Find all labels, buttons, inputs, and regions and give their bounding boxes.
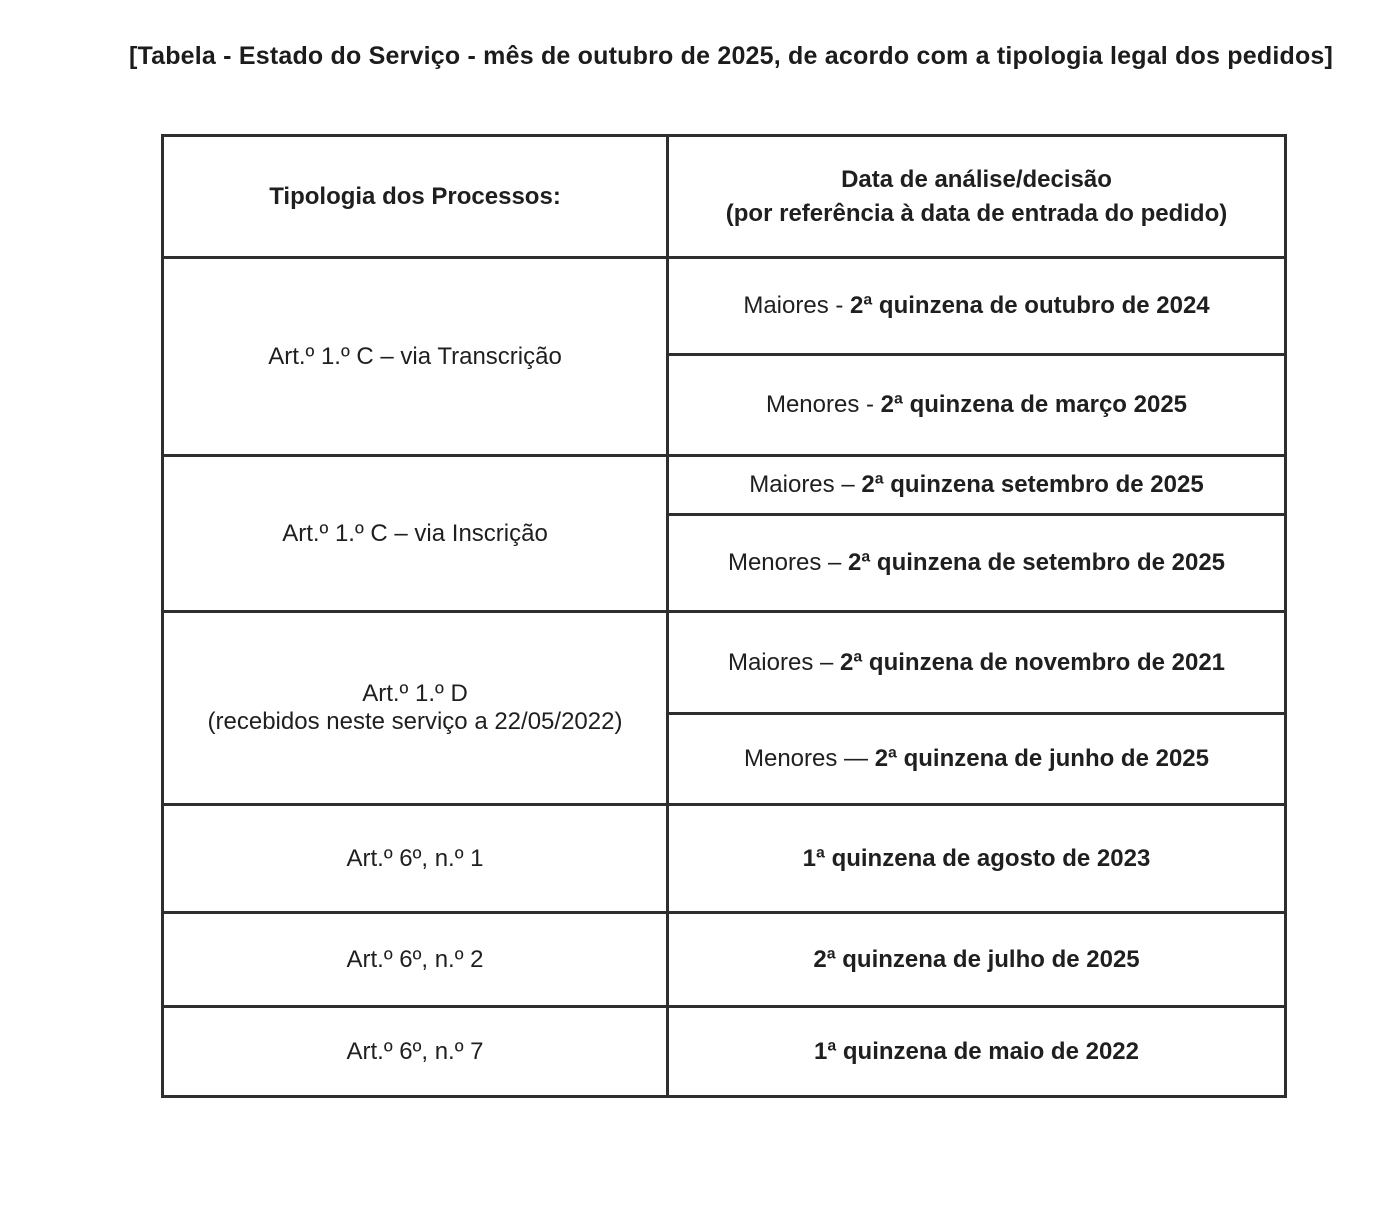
- table-row: [163, 1007, 1286, 1097]
- typology-cell-art6n1: [163, 805, 668, 913]
- maiores-label: Maiores -: [743, 292, 851, 319]
- typology-cell-inscricao: [163, 456, 668, 612]
- date-value: 2ª quinzena de outubro de 2024: [850, 292, 1210, 319]
- menores-label: Menores —: [743, 745, 875, 772]
- date-cell: [668, 456, 1286, 515]
- date-cell: [668, 1007, 1286, 1097]
- date-value: 2ª quinzena setembro de 2025: [861, 471, 1204, 498]
- date-cell: [668, 355, 1286, 456]
- page-title: [Tabela - Estado do Serviço - mês de outubro de 2025, de acordo com a tipologia legal dos pedidos]: [128, 42, 1334, 70]
- table-row: [163, 456, 1286, 515]
- date-cell: [668, 515, 1286, 612]
- typology-label: Art.º 1.º C – via Inscrição: [282, 519, 548, 547]
- typology-label: Art.º 6º, n.º 2: [346, 945, 484, 973]
- header-typology-cell: [163, 136, 668, 258]
- typology-cell-transcricao: [163, 258, 668, 456]
- typology-label: Art.º 6º, n.º 7: [346, 1037, 484, 1065]
- date-value: 1ª quinzena de maio de 2022: [814, 1037, 1139, 1065]
- date-value: 2ª quinzena de março 2025: [880, 391, 1188, 418]
- typology-label: Art.º 6º, n.º 1: [346, 844, 484, 872]
- typology-cell-art6n7: [163, 1007, 668, 1097]
- date-cell: [668, 612, 1286, 714]
- table-header-row: [163, 136, 1286, 258]
- typology-note: (recebidos neste serviço a 22/05/2022): [207, 708, 623, 735]
- date-value: 2ª quinzena de julho de 2025: [813, 945, 1140, 973]
- header-date-line1: Data de análise/decisão: [841, 165, 1112, 193]
- typology-label: Art.º 1.º D: [362, 680, 468, 707]
- date-value: 2ª quinzena de novembro de 2021: [840, 648, 1226, 676]
- table-row: [163, 913, 1286, 1007]
- date-value: 1ª quinzena de agosto de 2023: [802, 844, 1151, 872]
- date-value: 2ª quinzena de setembro de 2025: [848, 549, 1226, 576]
- header-date-cell: [668, 136, 1286, 258]
- typology-label: Art.º 1.º C – via Transcrição: [268, 342, 562, 370]
- maiores-label: Maiores –: [727, 648, 841, 676]
- typology-cell-art6n2: [163, 913, 668, 1007]
- date-cell: [668, 714, 1286, 805]
- service-status-table: [161, 134, 1287, 1098]
- menores-label: Menores -: [765, 391, 881, 418]
- typology-cell-art1d: [163, 612, 668, 805]
- table-row: [163, 612, 1286, 714]
- header-date-line2: (por referência à data de entrada do pedido): [725, 199, 1228, 227]
- table-row: [163, 805, 1286, 913]
- maiores-label: Maiores –: [749, 471, 862, 498]
- menores-label: Menores –: [727, 549, 849, 576]
- date-cell: [668, 913, 1286, 1007]
- header-typology-label: Tipologia dos Processos:: [269, 182, 561, 210]
- date-cell: [668, 258, 1286, 355]
- date-value: 2ª quinzena de junho de 2025: [874, 745, 1209, 772]
- table-row: [163, 258, 1286, 355]
- date-cell: [668, 805, 1286, 913]
